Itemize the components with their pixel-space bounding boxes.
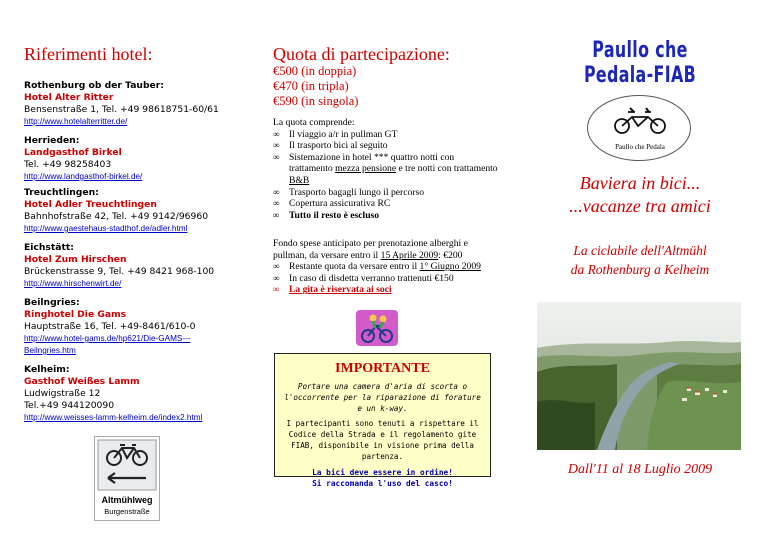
price-single: €590 (in singola) xyxy=(273,94,359,108)
hotel-link[interactable]: http://www.hotelalterritter.de/ xyxy=(24,117,128,126)
hotel-entry-kelheim xyxy=(24,364,274,424)
sign-line1: Altmühlweg xyxy=(101,495,153,505)
tagline-line2: ...vacanze tra amici xyxy=(569,196,711,216)
hotel-entry-treuchtlingen xyxy=(24,187,274,235)
hotel-name: Ringhotel Die Gams xyxy=(24,309,127,320)
tagline xyxy=(540,172,740,218)
tagline-line1: Baviera in bici... xyxy=(579,173,701,193)
hotel-link[interactable]: http://www.gaestehaus-stadthof.de/adler.html xyxy=(24,224,188,233)
hotel-city: Treuchtlingen: xyxy=(24,187,99,198)
altmuhlweg-sign-image xyxy=(94,436,160,521)
price-list xyxy=(273,64,358,109)
hotel-entry-herrieden xyxy=(24,135,274,183)
hotel-link[interactable]: http://www.hirschenwirt.de/ xyxy=(24,279,122,288)
hotel-address: Bahnhofstraße 42, Tel. +49 9142/96960 xyxy=(24,211,209,222)
hotel-city: Beilngries: xyxy=(24,297,80,308)
route-line1: La ciclabile dell'Altmühl xyxy=(573,243,707,258)
fund-section xyxy=(273,238,498,296)
club-logo xyxy=(587,95,691,161)
hotel-name: Hotel Alter Ritter xyxy=(24,92,114,103)
trip-dates: Dall'11 al 18 Luglio 2009 xyxy=(567,462,713,477)
logo-caption: Paullo che Pedala xyxy=(615,143,665,151)
includes-section xyxy=(273,117,498,221)
hotel-name: Hotel Zum Hirschen xyxy=(24,254,127,265)
fund-item-members-only: ∞ La gita è riservata ai soci xyxy=(273,284,498,296)
quota-title: Quota di partecipazione: xyxy=(273,44,450,64)
hotel-link-continued[interactable]: Beilngries.htm xyxy=(24,346,76,355)
important-para-equipment: Portare una camera d'aria di scorta o l'occorrente per la riparazione di forature e un k-way. xyxy=(284,382,481,413)
includes-intro: La quota comprende: xyxy=(273,117,355,128)
include-item: ∞ Trasporto bagagli lungo il percorso xyxy=(273,187,498,199)
hotel-entry-beilngries xyxy=(24,297,274,357)
tandem-bike-icon xyxy=(588,96,692,162)
hotel-city: Kelheim: xyxy=(24,364,70,375)
route-line2: da Rothenburg a Kelheim xyxy=(570,262,710,277)
fund-intro: Fondo spese anticipato per prenotazione alberghi e pullman, da versare entro il 15 Aprile 2009: €200 xyxy=(273,238,468,261)
hotel-address: Ludwigstraße 12 xyxy=(24,388,101,399)
club-headline: Paullo che Pedala-FIAB xyxy=(583,38,697,88)
fund-item-cancellation: ∞ In caso di disdetta verranno trattenuti €150 xyxy=(273,273,498,285)
hotel-address: Bensenstraße 1, Tel. +49 98618751-60/61 xyxy=(24,104,219,115)
hotels-title: Riferimenti hotel: xyxy=(24,44,153,64)
hotel-address: Brückenstrasse 9, Tel. +49 8421 968-100 xyxy=(24,266,215,277)
hotel-phone: Tel.+49 944120090 xyxy=(24,400,115,411)
hotel-link[interactable]: http://www.landgasthof-birkel.de/ xyxy=(24,172,143,181)
cyclists-clipart-icon xyxy=(356,310,398,346)
hotel-entry-eichstatt xyxy=(24,242,274,290)
include-item: ∞ Il viaggio a/r in pullman GT xyxy=(273,129,498,141)
price-double: €500 (in doppia) xyxy=(273,64,357,78)
hotel-name: Landgasthof Birkel xyxy=(24,147,122,158)
hotel-city: Eichstätt: xyxy=(24,242,74,253)
important-para-bike: La bici deve essere in ordine! Si raccomanda l'uso del casco! xyxy=(312,468,453,488)
hotel-name: Gasthof Weißes Lamm xyxy=(24,376,140,387)
include-item-hotel: ∞ Sistemazione in hotel *** quattro notti con trattamento mezza pensione e tre notti con trattamento B&B xyxy=(273,152,498,187)
valley-landscape-photo xyxy=(537,302,741,450)
hotel-city: Rothenburg ob der Tauber: xyxy=(24,80,164,91)
important-title: IMPORTANTE xyxy=(335,361,430,376)
hotel-address: Tel. +49 98258403 xyxy=(24,159,112,170)
include-item: ∞ Il trasporto bici al seguito xyxy=(273,140,498,152)
hotel-link[interactable]: http://www.hotel-gams.de/hp621/Die-GAMS--- xyxy=(24,334,191,343)
hotel-city: Herrieden: xyxy=(24,135,80,146)
fund-item-balance: ∞ Restante quota da versare entro il 1° Giugno 2009 xyxy=(273,261,498,273)
route-subtitle xyxy=(540,241,740,279)
price-triple: €470 (in tripla) xyxy=(273,79,349,93)
hotel-name: Hotel Adler Treuchtlingen xyxy=(24,199,157,210)
hotel-entry-rothenburg xyxy=(24,80,274,128)
important-notice xyxy=(274,353,491,488)
sign-line2: Burgenstraße xyxy=(104,507,150,516)
hotel-link[interactable]: http://www.weisses-lamm-kelheim.de/index2.html xyxy=(24,413,203,422)
include-item: ∞ Copertura assicurativa RC xyxy=(273,198,498,210)
important-para-rules: I partecipanti sono tenuti a rispettare il Codice della Strada e il regolamento gite FIAB, disponibile in visione prima della partenza. xyxy=(286,419,479,461)
hotel-address: Hauptstraße 16, Tel. +49-8461/610-0 xyxy=(24,321,196,332)
include-item-excluded: ∞ Tutto il resto è escluso xyxy=(273,210,498,222)
